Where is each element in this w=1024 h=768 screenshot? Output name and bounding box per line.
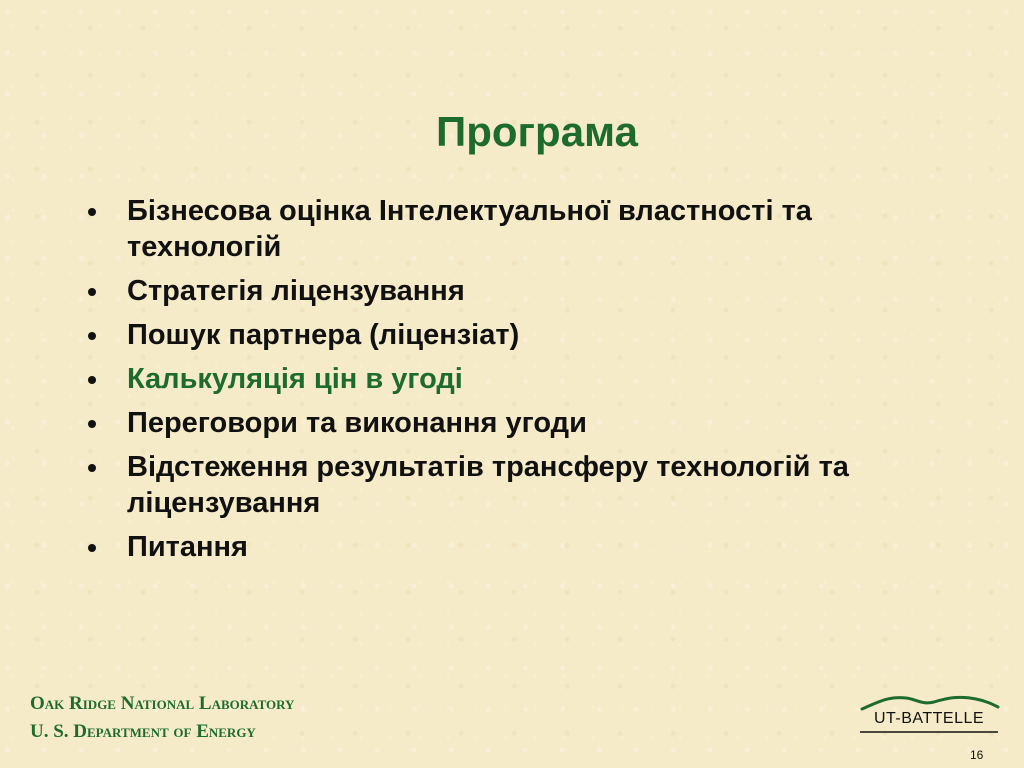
agenda-item-text: Стратегія ліцензування: [127, 275, 465, 307]
agenda-item: [84, 529, 964, 565]
bullet-dot-icon: [88, 288, 96, 296]
org-name: Oak Ridge National Laboratory: [30, 693, 295, 714]
bullet-dot-icon: [88, 376, 96, 384]
bullet-dot-icon: [88, 420, 96, 428]
bullet-dot-icon: [88, 332, 96, 340]
organization-footer: [30, 690, 294, 746]
agenda-item: [84, 273, 964, 309]
agenda-item-text: Питання: [127, 531, 248, 563]
agenda-item: [84, 193, 964, 265]
ut-battelle-logo: [858, 692, 1000, 736]
agenda-item: [84, 449, 964, 521]
bullet-dot-icon: [88, 544, 96, 552]
slide-title: Програма: [436, 108, 638, 155]
logo-text: UT-BATTELLE: [873, 710, 985, 727]
agenda-list: [84, 193, 964, 573]
page-number: 16: [970, 748, 984, 762]
bullet-dot-icon: [88, 464, 96, 472]
bullet-dot-icon: [88, 208, 96, 216]
agenda-item: [84, 405, 964, 441]
agenda-item: [84, 317, 964, 353]
agenda-item-text: Калькуляція цін в угоді: [127, 363, 463, 395]
agenda-item-text: Відстеження результатів трансферу технологій та ліцензування: [127, 451, 849, 519]
agenda-item-text: Бізнесова оцінка Інтелектуальної властності та технологій: [127, 195, 812, 263]
agenda-item-current: [84, 361, 964, 397]
agenda-item-text: Переговори та виконання угоди: [127, 407, 587, 439]
department-name: U. S. Department of Energy: [30, 721, 256, 742]
agenda-item-text: Пошук партнера (ліцензіат): [127, 319, 520, 351]
